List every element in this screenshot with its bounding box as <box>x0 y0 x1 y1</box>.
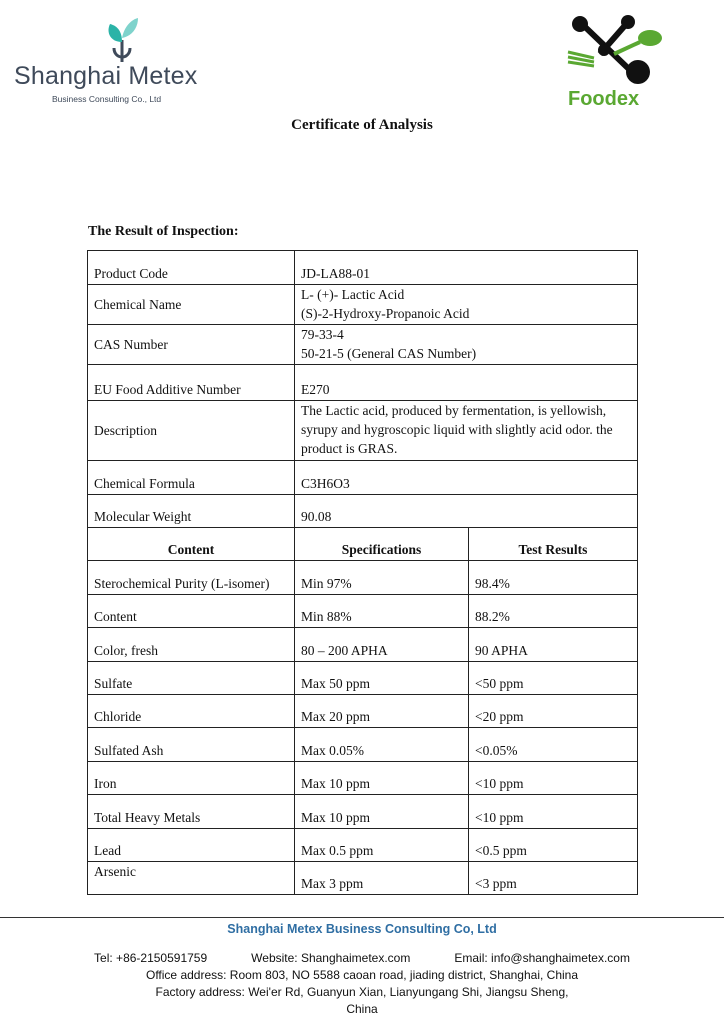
info-value: 79-33-4 50-21-5 (General CAS Number) <box>295 325 638 365</box>
table-row <box>88 461 638 495</box>
table-row <box>88 401 638 461</box>
spec-name: Sulfate <box>88 662 295 695</box>
test-result: 88.2% <box>469 595 638 628</box>
spec-value: Max 0.05% <box>295 728 469 762</box>
test-result: <3 ppm <box>469 862 638 895</box>
footer-website: Website: Shanghaimetex.com <box>251 951 411 965</box>
table-row <box>88 862 638 895</box>
spec-value: Max 3 ppm <box>295 862 469 895</box>
table-row <box>88 561 638 595</box>
spec-value: Max 20 ppm <box>295 695 469 728</box>
test-result: <50 ppm <box>469 662 638 695</box>
document-title: Certificate of Analysis <box>291 117 433 133</box>
footer-office-address: Office address: Room 803, NO 5588 caoan road, jiading district, Shanghai, China <box>145 968 579 982</box>
info-label: Chemical Name <box>88 285 295 325</box>
foodex-logo <box>566 14 666 114</box>
column-header: Specifications <box>295 528 469 561</box>
test-result: <0.5 ppm <box>469 829 638 862</box>
spec-value: Max 10 ppm <box>295 762 469 795</box>
metex-logo <box>14 16 214 106</box>
table-row <box>88 325 638 365</box>
footer-tel: Tel: +86-2150591759 <box>94 951 208 965</box>
test-result: <20 ppm <box>469 695 638 728</box>
table-row <box>88 762 638 795</box>
inspection-table <box>87 250 638 895</box>
info-value: JD-LA88-01 <box>295 251 638 285</box>
spec-name: Total Heavy Metals <box>88 795 295 829</box>
footer-divider <box>0 917 724 918</box>
spec-name: Sterochemical Purity (L-isomer) <box>88 561 295 595</box>
test-result: <10 ppm <box>469 795 638 829</box>
info-value: L- (+)- Lactic Acid (S)-2-Hydroxy-Propanoic Acid <box>295 285 638 325</box>
table-row <box>88 662 638 695</box>
spec-name: Arsenic <box>88 862 295 895</box>
test-result: 90 APHA <box>469 628 638 662</box>
table-row <box>88 495 638 528</box>
info-value: 90.08 <box>295 495 638 528</box>
spec-name: Color, fresh <box>88 628 295 662</box>
spec-value: Max 10 ppm <box>295 795 469 829</box>
footer-factory-address: Factory address: Wei'er Rd, Guanyun Xian, Lianyungang Shi, Jiangsu Sheng, <box>155 985 569 999</box>
table-row <box>88 695 638 728</box>
spec-value: 80 – 200 APHA <box>295 628 469 662</box>
info-label: CAS Number <box>88 325 295 365</box>
spec-value: Max 50 ppm <box>295 662 469 695</box>
sprout-icon <box>102 16 142 64</box>
footer-company-name: Shanghai Metex Business Consulting Co, Ltd <box>227 922 497 936</box>
footer-contact <box>0 950 724 1018</box>
table-row <box>88 285 638 325</box>
spec-name: Lead <box>88 829 295 862</box>
info-label: Product Code <box>88 251 295 285</box>
test-result: <10 ppm <box>469 762 638 795</box>
table-row <box>88 251 638 285</box>
column-header: Test Results <box>469 528 638 561</box>
info-label: Chemical Formula <box>88 461 295 495</box>
spec-name: Iron <box>88 762 295 795</box>
footer-email: Email: info@shanghaimetex.com <box>454 951 630 965</box>
metex-logo-text: Shanghai Metex <box>14 62 198 90</box>
spec-name: Chloride <box>88 695 295 728</box>
foodex-logo-text: Foodex <box>568 88 640 110</box>
spec-value: Min 88% <box>295 595 469 628</box>
spec-name: Content <box>88 595 295 628</box>
contact-row <box>0 950 724 967</box>
table-row <box>88 628 638 662</box>
metex-logo-subtitle: Business Consulting Co., Ltd <box>52 94 162 104</box>
info-label: Molecular Weight <box>88 495 295 528</box>
table-row <box>88 795 638 829</box>
test-result: <0.05% <box>469 728 638 762</box>
column-header: Content <box>88 528 295 561</box>
table-row <box>88 595 638 628</box>
molecule-fork-icon <box>566 14 666 88</box>
table-row <box>88 829 638 862</box>
info-value: C3H6O3 <box>295 461 638 495</box>
table-header-row <box>88 528 638 561</box>
table-row <box>88 365 638 401</box>
info-label: Description <box>88 401 295 461</box>
section-title: The Result of Inspection: <box>88 224 239 239</box>
info-value: The Lactic acid, produced by fermentation, is yellowish, syrupy and hygroscopic liquid with slightly acid odor. the product is GRAS. <box>295 401 638 461</box>
footer-factory-address-cont: China <box>346 1002 378 1016</box>
spec-name: Sulfated Ash <box>88 728 295 762</box>
info-label: EU Food Additive Number <box>88 365 295 401</box>
table-row <box>88 728 638 762</box>
test-result: 98.4% <box>469 561 638 595</box>
spec-value: Max 0.5 ppm <box>295 829 469 862</box>
spec-value: Min 97% <box>295 561 469 595</box>
info-value: E270 <box>295 365 638 401</box>
